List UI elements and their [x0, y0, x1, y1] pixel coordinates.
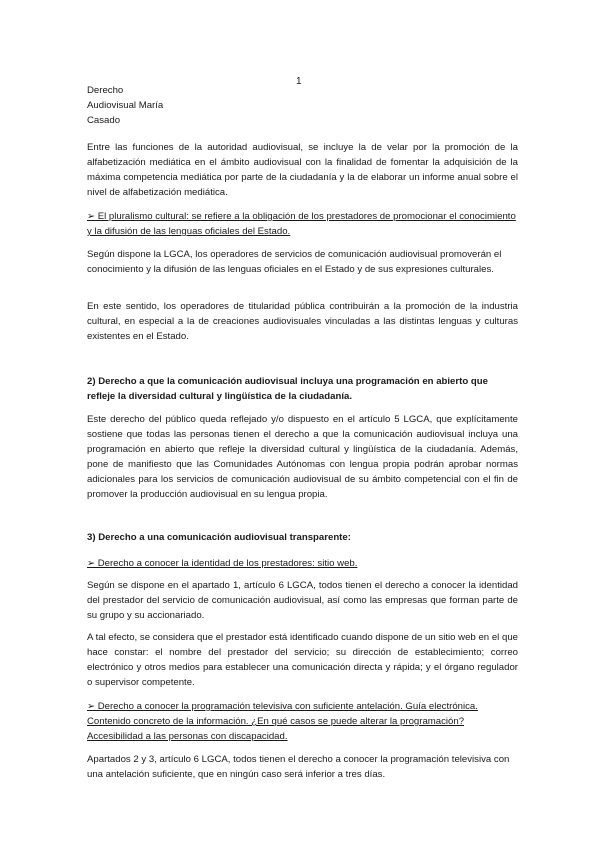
paragraph-apartado-1: Según se dispone en el apartado 1, artículo 6 LGCA, todos tienen el derecho a conocer la identidad del prestador del servicio de comunicación audiovisual, así como las empresas que forman parte de su grupo y su accionariado. [87, 580, 518, 621]
heading-derecho-2: 2) Derecho a que la comunicación audiovisual incluya una programación en abierto que refleje la diversidad cultural y lingüística de la ciudadanía. [87, 376, 488, 402]
page-number: 1 [296, 76, 302, 87]
title-line: Audiovisual María [87, 100, 164, 111]
title-line: Casado [87, 115, 121, 126]
paragraph-sentido: En este sentido, los operadores de titularidad pública contribuirán a la promoción de la industria cultural, en especial a la de creaciones audiovisuales vinculadas a las distintas lenguas y culturas existentes en el Estado. [87, 301, 518, 342]
bullet-programacion-televisiva: ➢ Derecho a conocer la programación televisiva con suficiente antelación. Guía electrónica. Contenido concreto de la información. ¿En qué casos se puede alterar la programación? Accesibilidad a las personas con discapacidad. [87, 701, 478, 742]
heading-derecho-3: 3) Derecho a una comunicación audiovisual transparente: [87, 532, 351, 543]
intro-paragraph: Entre las funciones de la autoridad audiovisual, se incluye la de velar por la promoción de la alfabetización mediática en el ámbito audiovisual con la finalidad de fomentar la adquisición de la máxima competencia mediática por parte de la ciudadanía y la de elaborar un informe anual sobre el nivel de alfabetización mediática. [87, 142, 518, 198]
bullet-pluralismo-cultural: ➢ El pluralismo cultural: se refiere a la obligación de los prestadores de promocionar el conocimiento y la difusión de las lenguas oficiales del Estado. [87, 211, 516, 237]
document-title [87, 83, 518, 128]
bullet-identidad-prestadores: ➢ Derecho a conocer la identidad de los prestadores: sitio web. [87, 558, 358, 569]
paragraph-efecto: A tal efecto, se considera que el prestador está identificado cuando dispone de un sitio web en el que hace constar: el nombre del prestador del servicio; su dirección de establecimiento; correo electrónico y otros medios para establecer una comunicación directa y rápida; y el órgano regulador o supervisor competente. [87, 632, 518, 688]
paragraph-derecho-2: Este derecho del público queda reflejado y/o dispuesto en el artículo 5 LGCA, que explícitamente sostiene que todas las personas tienen el derecho a que la comunicación audiovisual incluya una programación en abierto que refleje la diversidad cultural y lingüística de la ciudadanía. Además, pone de manifiesto que las Comunidades Autónomas con lengua propia podrán aprobar normas adicionales para los servicios de comunicación audiovisual de su ámbito competencial con el fin de promover la producción audiovisual en su lengua propia. [87, 414, 518, 500]
paragraph-lgca: Según dispone la LGCA, los operadores de servicios de comunicación audiovisual promoverán el conocimiento y la difusión de las lenguas oficiales en el Estado y de sus expresiones culturales. [87, 249, 502, 275]
paragraph-apartados-2-3: Apartados 2 y 3, artículo 6 LGCA, todos tienen el derecho a conocer la programación televisiva con una antelación suficiente, que en ningún caso será inferior a tres días. [87, 754, 510, 780]
title-line: Derecho [87, 85, 124, 96]
